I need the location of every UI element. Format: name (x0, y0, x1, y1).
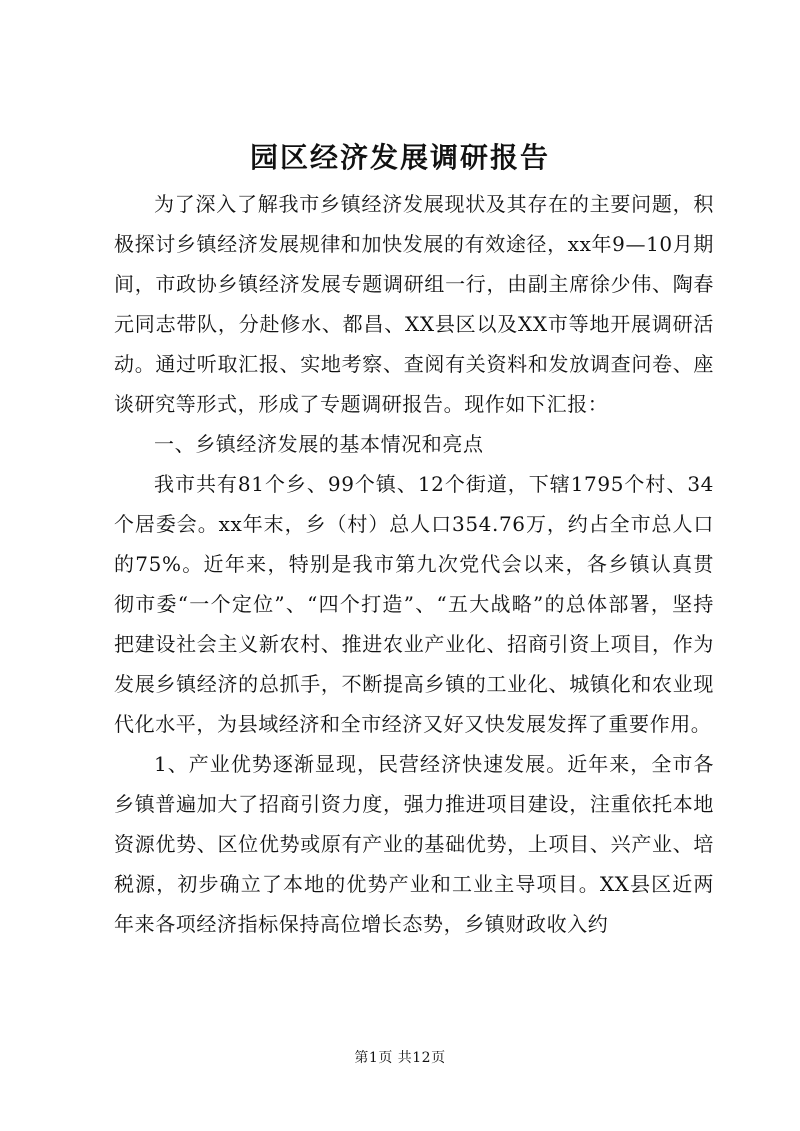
section-heading: 一、乡镇经济发展的基本情况和亮点 (154, 432, 484, 456)
page-number-footer: 第1页 共12页 (354, 1050, 446, 1066)
intro-paragraph: 为了深入了解我市乡镇经济发展现状及其存在的主要问题，积极探讨乡镇经济发展规律和加快发展的有效途径，xx年9—10月期间，市政协乡镇经济发展专题调研组一行，由副主席徐少伟、陶春元同志带队，分赴修水、都昌、XX县区以及XX市等地开展调研活动。通过听取汇报、实地考察、查阅有关资料和发放调查问卷、座谈研究等形式，形成了专题调研报告。现作如下汇报： (114, 192, 714, 416)
document-body (114, 184, 714, 944)
overview-paragraph: 我市共有81个乡、99个镇、12个街道，下辖1795个村、34个居委会。xx年末，乡（村）总人口354.76万，约占全市总人口的75%。近年来，特别是我市第九次党代会以来，各乡镇认真贯彻市委“一个定位”、“四个打造”、“五大战略”的总体部署，坚持把建设社会主义新农村、推进农业产业化、招商引资上项目，作为发展乡镇经济的总抓手，不断提高乡镇的工业化、城镇化和农业现代化水平，为县域经济和全市经济又好又快发展发挥了重要作用。 (114, 472, 714, 736)
document-title: 园区经济发展调研报告 (249, 141, 550, 174)
industry-paragraph: 1、产业优势逐渐显现，民营经济快速发展。近年来，全市各乡镇普遍加大了招商引资力度，强力推进项目建设，注重依托本地资源优势、区位优势或原有产业的基础优势，上项目、兴产业、培税源，初步确立了本地的优势产业和工业主导项目。XX县区近两年来各项经济指标保持高位增长态势，乡镇财政收入约 (114, 752, 714, 936)
